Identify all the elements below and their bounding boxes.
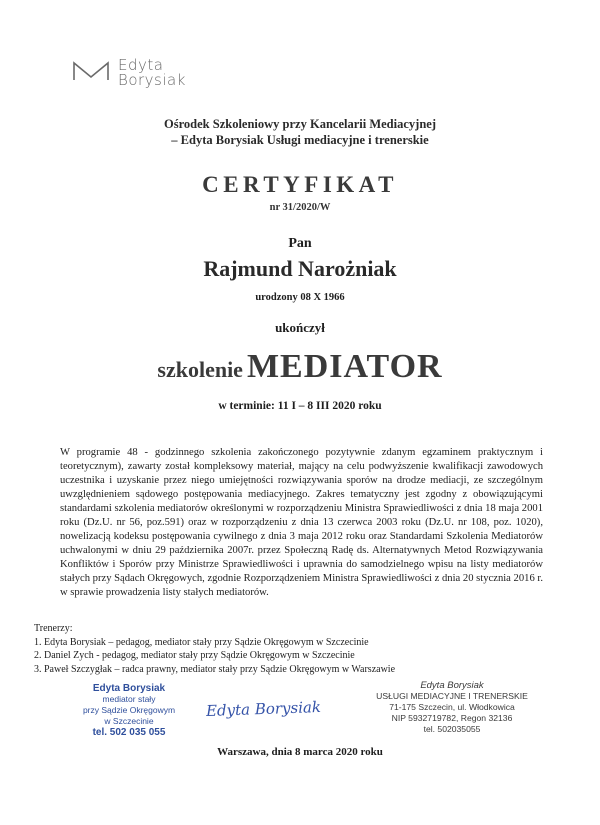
salutation: Pan [288,236,312,251]
company-logo [72,58,212,98]
company-stamp-line: 71-175 Szczecin, ul. Włodkowica [389,702,515,712]
mediator-stamp [72,683,186,738]
trainer-item: 2. Daniel Zych - pedagog, mediator stały przy Sądzie Okręgowym w Szczecinie [34,650,355,661]
logo-line-2: Borysiak [118,71,186,89]
company-stamp-name: Edyta Borysiak [420,680,484,691]
recipient-name: Rajmund Narożniak [203,256,397,281]
logo-mark-icon [72,60,110,82]
completed-label: ukończył [275,320,325,335]
birth-date: urodzony 08 X 1966 [255,292,345,303]
trainer-item: 3. Paweł Szczygłak – radca prawny, mediator stały przy Sądzie Okręgowym w Warszawie [34,663,396,675]
course-term: w terminie: 11 I – 8 III 2020 roku [218,400,382,412]
company-stamp-line: NIP 5932719782, Regon 32136 [391,713,513,723]
trainers-heading: Trenerzy: [34,623,73,634]
organization-line-1: Ośrodek Szkoleniowy przy Kancelarii Mediacyjnej [164,117,436,131]
stamp-line: przy Sądzie Okręgowym [82,705,176,715]
handwritten-signature: Edyta Borysiak [205,697,322,721]
certificate-title: CERTYFIKAT [202,172,398,197]
certificate-body: W programie 48 - godzinnego szkolenia zakończonego pozytywnie zdanym egzaminem praktycznym i teoretycznym), zawarty został kompleksowy materiał, mający na celu podwyższenie kwalifikacji zawodowych uczestnika i uzyskanie przez niego umiejętności rozwiązywania sporów na drodze mediacji, ze szczególnym uwzględnieniem sądowego postępowania mediacyjnego. Zakres tematyczny jest zgodny z obowiązującymi standardami szkolenia mediatorów określonymi w rozporządzeniu Ministra Sprawiedliwości z dnia 18 maja 2001 roku (Dz.U. nr 56, poz.591) oraz w rozporządzeniu z dnia 13 czerwca 2003 roku (Dz.U. nr 108, poz. 1020), nowelizacją kodeksu postępowania cywilnego z dnia 3 maja 2012 roku oraz Standardami Szkolenia Mediatorów uchwalonymi w dniu 29 października 2007r. przez Społeczną Radę ds. Alternatywnych Metod Rozwiązywania Konfliktów i Sporów przy Ministrze Sprawiedliwości i uprawnia do samodzielnego wpisu na listy mediatorów stałych przy Sądach Okręgowych, zgodnie Rozporządzeniem Ministra Sprawiedliwości z dnia 20 stycznia 2016 r. w sprawie prowadzenia listy stałych mediatorów. [60,447,543,598]
trainers-section [34,622,554,676]
stamp-name: Edyta Borysiak [92,683,166,694]
organization-header [0,116,600,148]
logo-text [118,58,186,88]
organization-line-2: – Edyta Borysiak Usługi mediacyjne i trenerskie [171,133,429,147]
company-stamp-line: USŁUGI MEDIACYJNE I TRENERSKIE [376,691,528,701]
certificate-number: nr 31/2020/W [269,202,331,213]
place-and-date: Warszawa, dnia 8 marca 2020 roku [217,746,383,758]
course-word: szkolenie [157,357,243,382]
course-name: MEDIATOR [246,348,443,385]
stamp-phone: tel. 502 035 055 [92,727,166,738]
trainer-item: 1. Edyta Borysiak – pedagog, mediator stały przy Sądzie Okręgowym w Szczecinie [34,636,369,648]
company-stamp-line: tel. 502035055 [423,724,481,734]
stamp-line: mediator stały [102,694,156,704]
stamp-line: w Szczecinie [104,716,154,726]
logo-line-1: Edyta [118,56,164,74]
course-title [0,348,600,386]
company-stamp [372,680,532,735]
